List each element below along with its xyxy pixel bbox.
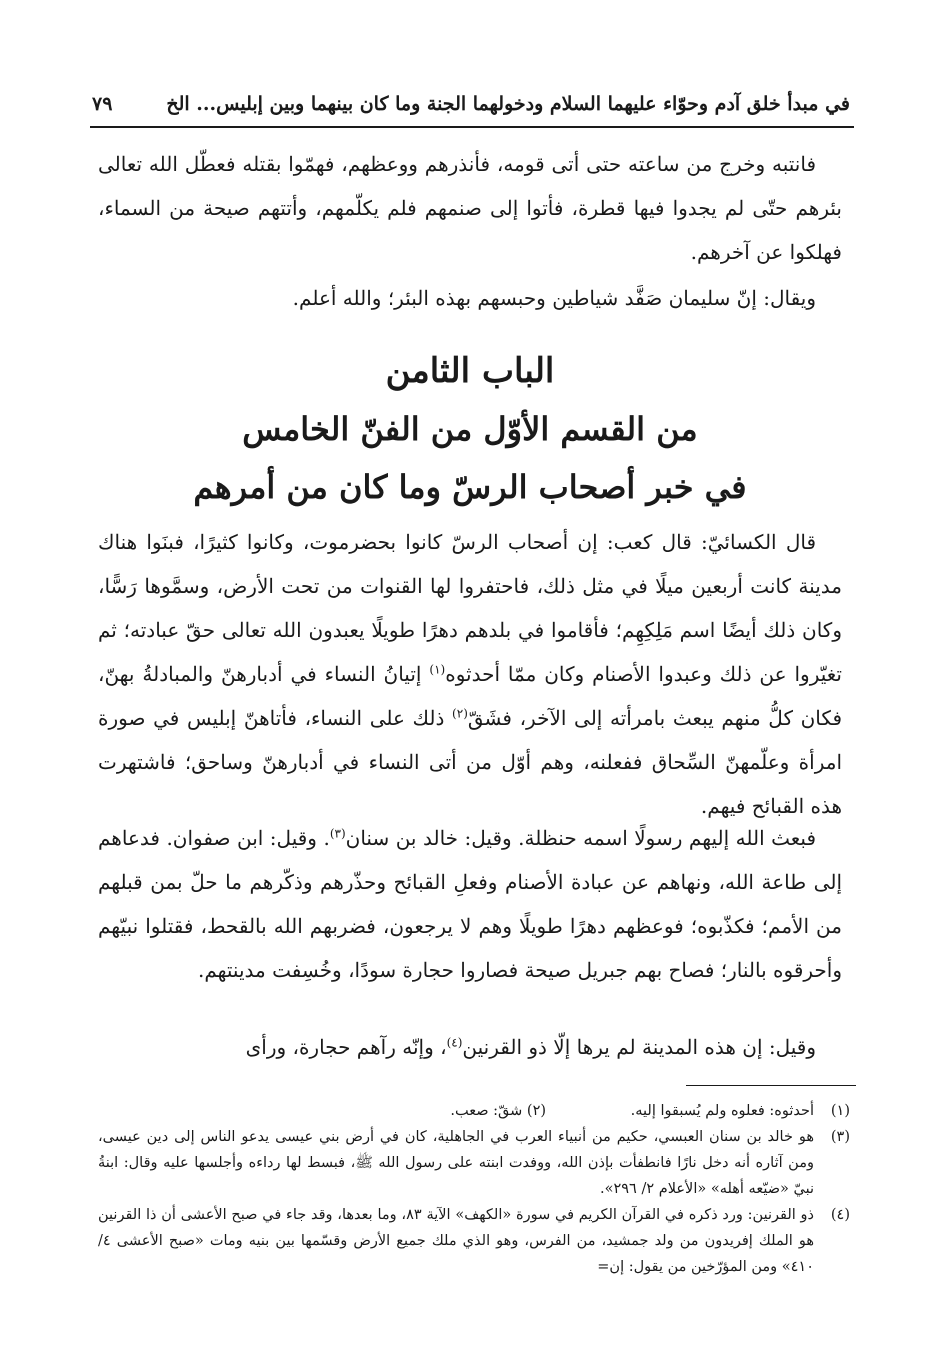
footnote-4 [98, 1202, 850, 1280]
paragraph-4-text-b: . وقيل: ابن صفوان. فدعاهم إلى طاعة الله، ونهاهم عن عبادة الأصنام وفعلِ القبائح وحذّرهم وذكّرهم ما حلّ بمن قبلهم من الأمم؛ فكذّبوه؛ فوعظهم دهرًا طويلًا وهم لا يرجعون، فضربهم الله بالقحط، فقتلوا نبيّهم وأحرقوه بالنار؛ فصاح بهم جبريل صيحة فصاروا حجارة سودًا، وخُسِفت مدينتهم. [98, 826, 842, 982]
paragraph-1 [98, 142, 842, 274]
footnote-3-number: (٣) [830, 1129, 850, 1145]
footnote-1-2 [98, 1098, 850, 1124]
chapter-heading [98, 342, 842, 516]
paragraph-3-text-a: قال الكسائيّ: قال كعب: إن أصحاب الرسّ كانوا بحضرموت، وكانوا كثيرًا، فبنَوا هناك مدينة كانت أربعين ميلًا في مثل ذلك، فاحتفروا لها القنوات من تحت الأرض، وسمَّوها رَسًّا، وكان ذلك أيضًا اسم مَلِكِهِم؛ فأقاموا في بلدهم دهرًا طويلًا يعبدون الله تعالى حقّ عبادته؛ ثم تغيّروا عن ذلك وعبدوا الأصنام وكان ممّا أحدثوه [98, 530, 843, 686]
footnote-4-number: (٤) [830, 1207, 850, 1223]
chapter-title: الباب الثامن [385, 351, 555, 391]
paragraph-4-text-a: فبعث الله إليهم رسولًا اسمه حنظلة. وقيل: خالد بن سنان [345, 826, 817, 850]
footnote-2-number: (٢) [526, 1103, 547, 1119]
footnote-1-number: (١) [830, 1103, 850, 1119]
paragraph-5-text-a: وقيل: إن هذه المدينة لم يرها إلّا ذو القرنين [462, 1035, 816, 1059]
chapter-subtitle: من القسم الأوّل من الفنّ الخامس [242, 410, 698, 448]
paragraph-4 [98, 816, 842, 992]
footnotes [98, 1098, 850, 1280]
running-title: في مبدأ خلق آدم وحوّاء عليهما السلام ودخولهما الجنة وما كان بينهما وبين إبليس... الخ [166, 93, 850, 115]
paragraph-5-text-b: ، وإنّه رآهم حجارة، ورأى [245, 1035, 447, 1059]
footnote-3-text: هو خالد بن سنان العبسي، حكيم من أنبياء العرب في الجاهلية، كان في أرض بني عيسى يدعو الناس إلى دين عيسى، ومن آثاره أنه دخل نارًا فانطفأت بإذن الله، ووفدت ابنته على رسول الله ﷺ، فبسط لها رداءه وأجلسها عليه وقال: ابنةُ نبيّ «ضيّعه أهله» «الأعلام ٢/ ٢٩٦». [98, 1129, 814, 1197]
footnote-ref-4[interactable]: (٤) [446, 1035, 463, 1050]
paragraph-2-text: ويقال: إنّ سليمان صَفَّد شياطين وحبسهم بهذه البئر؛ والله أعلم. [292, 286, 816, 310]
chapter-topic: في خبر أصحاب الرسّ وما كان من أمرهم [193, 468, 747, 506]
footnote-ref-3[interactable]: (٣) [329, 826, 346, 841]
header-rule [90, 126, 854, 128]
paragraph-2 [98, 276, 842, 320]
footnote-ref-1[interactable]: (١) [429, 662, 446, 677]
paragraph-3 [98, 520, 842, 828]
footnote-2-text: شقّ: صعب. [450, 1103, 523, 1119]
paragraph-5 [98, 1025, 842, 1069]
page-number: ٧٩ [92, 93, 113, 115]
footnote-4-text: ذو القرنين: ورد ذكره في القرآن الكريم في سورة «الكهف» الآية ٨٣، وما بعدها، وقد جاء في صبح الأعشى أن ذا القرنين هو الملك إفريدون من ولد جمشيد، من الفرس، وهو الذي ملك جميع الأرض وقسّمها بين بنيه ومات «صبح الأعشى ٤/ ٤١٠» ومن المؤرّخين من يقول: إن= [98, 1207, 814, 1275]
footnote-separator [686, 1085, 856, 1086]
paragraph-3-text-b: إتيانُ النساء في أدبارهنّ والمبادلةُ بهنّ، فكان كلُّ منهم يبعث بامرأته إلى الآخر، فشَقّ [98, 662, 842, 730]
paragraph-3-text-c: ذلك على النساء، فأتاهنّ إبليس في صورة امرأة وعلّمهنّ السِّحاق ففعلنه، وهم أوّل من أتى النساء في أدبارهنّ وساحق؛ فاشتهرت هذه القبائح فيهم. [98, 706, 842, 818]
paragraph-1-text: فانتبه وخرج من ساعته حتى أتى قومه، فأنذرهم ووعظهم، فهمّوا بقتله فعطّل الله تعالى بئرهم حتّى لم يجدوا فيها قطرة، فأتوا إلى صنمهم فلم يكلّمهم، وأتتهم صيحة من السماء، فهلكوا عن آخرهم. [98, 152, 842, 264]
footnote-3 [98, 1124, 850, 1202]
footnote-ref-2[interactable]: (٢) [452, 706, 468, 721]
running-header [92, 84, 850, 124]
footnote-1-text: أحدثوه: فعلوه ولم يُسبقوا إليه. [630, 1103, 814, 1119]
